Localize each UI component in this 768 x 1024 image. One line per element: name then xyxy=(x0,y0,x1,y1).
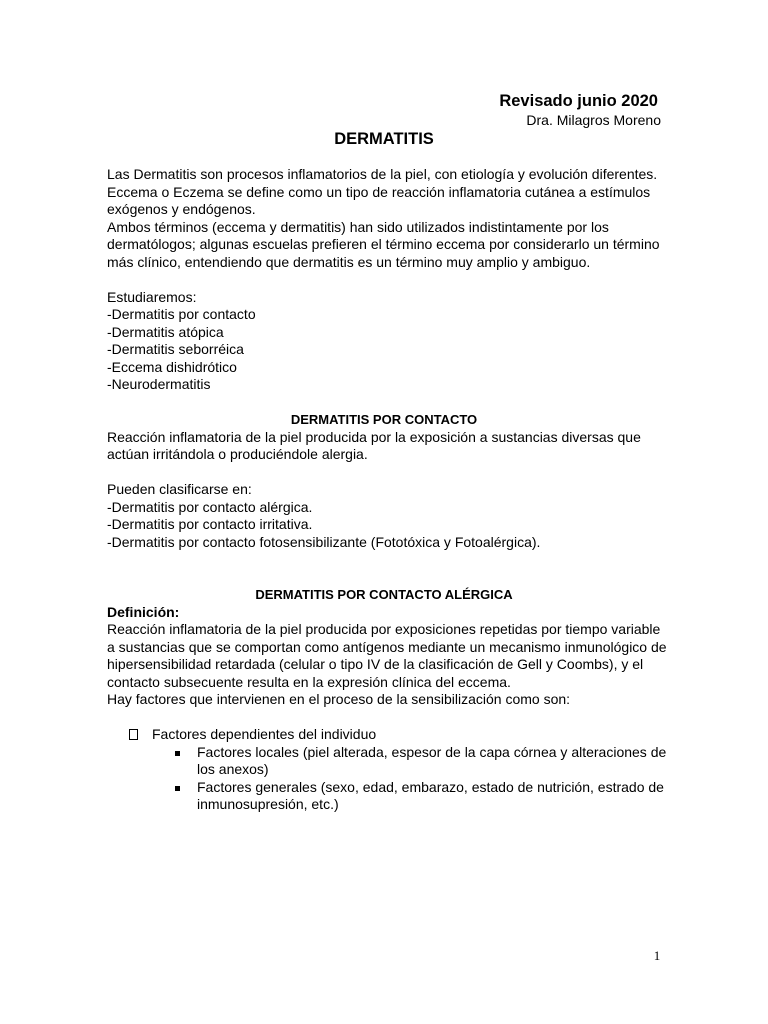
definition-paragraph: Reacción inflamatoria de la piel producida por exposiciones repetidas por tiempo variable a sustancias que se comportan como antígenos mediante un mecanismo inmunológico de hipersensibilidad retardada (celular o tipo IV de la clasificación de Gell y Coombs), y el contacto subsecuente resulta en la expresión clínica del eccema. xyxy=(107,621,667,690)
contact-section-title: DERMATITIS POR CONTACTO xyxy=(290,412,478,427)
contact-description: Reacción inflamatoria de la piel producida por la exposición a sustancias diversas que actúan irritándola o produciéndole alergia. xyxy=(107,428,641,462)
definition-label: Definición: xyxy=(107,603,180,620)
factors-intro: Hay factores que intervienen en el proceso de la sensibilización como son: xyxy=(107,691,571,707)
document-body xyxy=(107,166,667,814)
study-item: -Dermatitis seborréica xyxy=(107,341,244,357)
factor-sub-item-text: Factores generales (sexo, edad, embarazo, estado de nutrición, estrado de inmunosupresión, etc.) xyxy=(197,778,664,812)
document-title: DERMATITIS xyxy=(334,130,434,148)
classify-item: -Dermatitis por contacto fotosensibilizante (Fototóxica y Fotoalérgica). xyxy=(107,533,541,550)
study-heading: Estudiaremos: xyxy=(107,288,197,305)
classify-heading: Pueden clasificarse en: xyxy=(107,481,252,497)
factor-sub-item xyxy=(107,744,667,779)
intro-paragraph-1: Las Dermatitis son procesos inflamatorios de la piel, con etiología y evolución diferentes. xyxy=(107,166,658,182)
intro-paragraph-2: Eccema o Eczema se define como un tipo de reacción inflamatoria cutánea a estímulos exógenos y endógenos. xyxy=(107,183,651,217)
factor-group-item xyxy=(107,726,667,744)
square-bullet-icon xyxy=(175,751,180,756)
study-item: -Neurodermatitis xyxy=(107,376,211,392)
classify-item: -Dermatitis por contacto irritativa. xyxy=(107,516,313,532)
study-item: -Dermatitis atópica xyxy=(107,323,224,340)
classify-item: -Dermatitis por contacto alérgica. xyxy=(107,498,313,515)
page-number: 1 xyxy=(653,948,661,963)
author-name: Dra. Milagros Moreno xyxy=(526,112,661,128)
study-item: -Dermatitis por contacto xyxy=(107,306,256,322)
checkbox-bullet-icon xyxy=(129,729,138,740)
allergic-section-title: DERMATITIS POR CONTACTO ALÉRGICA xyxy=(255,587,513,602)
revision-date: Revisado junio 2020 xyxy=(499,92,658,110)
intro-paragraph-3: Ambos términos (eccema y dermatitis) han sido utilizados indistintamente por los dermatólogos; algunas escuelas prefieren el término eccema por considerarlo un término más clínico, entendiendo que dermatitis es un término muy amplio y ambiguo. xyxy=(107,218,660,270)
square-bullet-icon xyxy=(175,786,180,791)
study-item: -Eccema dishidrótico xyxy=(107,358,237,375)
factor-group-label: Factores dependientes del individuo xyxy=(152,726,377,742)
factor-sub-item-text: Factores locales (piel alterada, espesor de la capa córnea y alteraciones de los anexos) xyxy=(197,743,667,777)
factor-sub-item xyxy=(107,779,667,814)
